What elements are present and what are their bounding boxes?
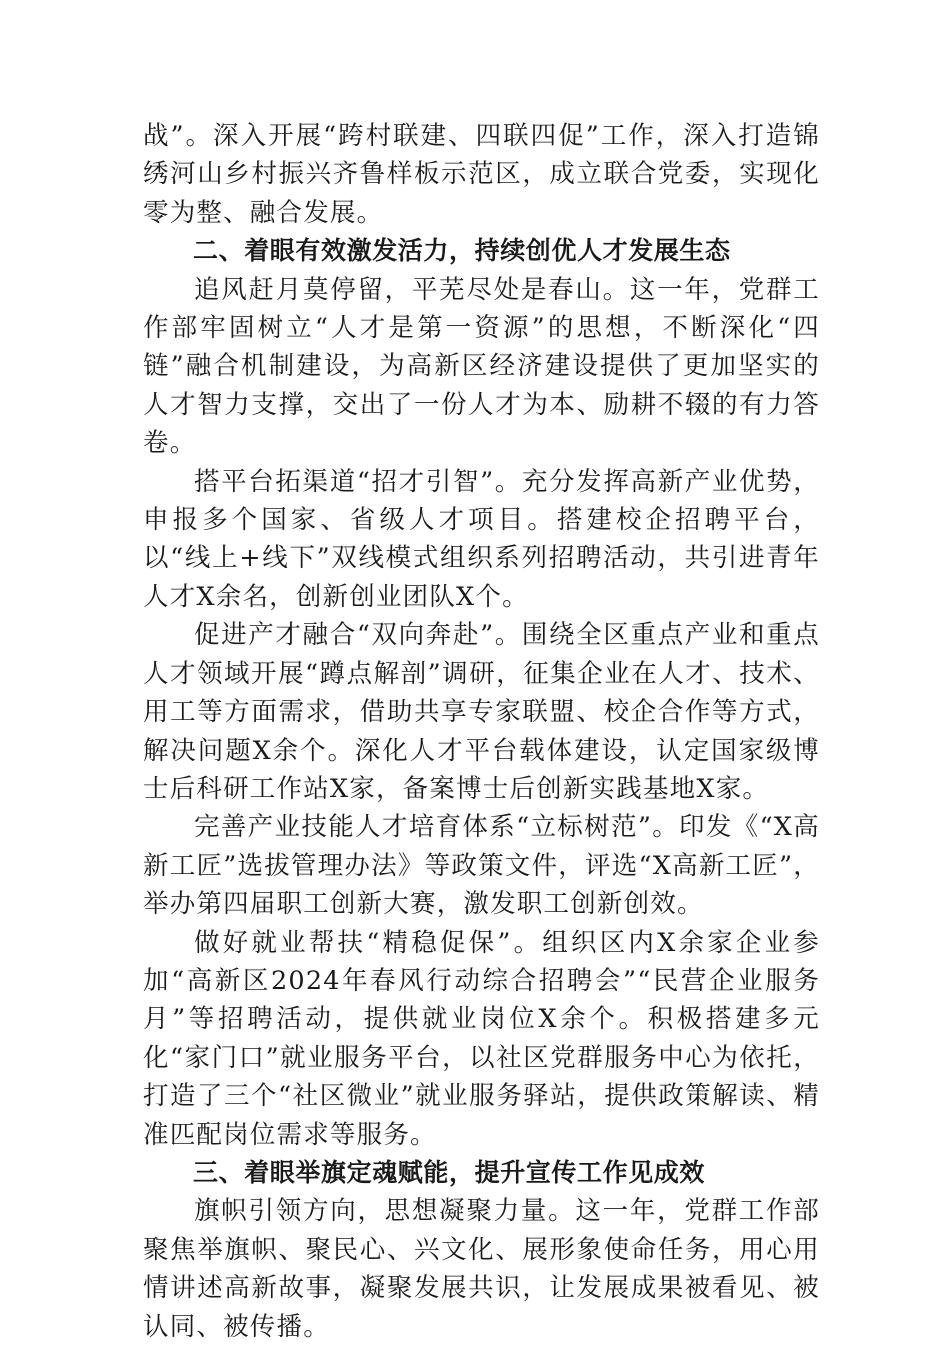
section-heading-three: 三、着眼举旗定魂赋能，提升宣传工作见成效: [193, 1157, 706, 1187]
paragraph-publicity-intro: 旗帜引领方向，思想凝聚力量。这一年，党群工作部聚焦举旗帜、聚民心、兴文化、展形象使命任务，用心用情讲述高新故事，凝聚发展共识，让发展成果被看见、被认同、被传播。: [143, 1196, 820, 1342]
paragraph-employment-support: 做好就业帮扶“精稳促保”。组织区内X余家企业参加“高新区2024年春风行动综合招聘会”“民营企业服务月”等招聘活动，提供就业岗位X余个。积极搭建多元化“家门口”就业服务平台，以社区党群服务中心为依托，打造了三个“社区微业”就业服务驿站，提供政策解读、精准匹配岗位需求等服务。: [143, 927, 820, 1150]
document-page: [143, 117, 820, 1346]
section-heading-two: 二、着眼有效激发活力，持续创优人才发展生态: [193, 236, 731, 266]
paragraph-industry-talent-integration: 促进产才融合“双向奔赴”。围绕全区重点产业和重点人才领域开展“蹲点解剖”调研，征集企业在人才、技术、用工等方面需求，借助共享专家联盟、校企合作等方式，解决问题X余个。深化人才平台载体建设，认定国家级博士后科研工作站X家，备案博士后创新实践基地X家。: [143, 620, 820, 804]
paragraph-talent-intro: 追风赶月莫停留，平芜尽处是春山。这一年，党群工作部牢固树立“人才是第一资源”的思想，不断深化“四链”融合机制建设，为高新区经济建设提供了更加坚实的人才智力支撑，交出了一份人才为本、励耕不辍的有力答卷。: [143, 274, 820, 459]
paragraph-skills-training: 完善产业技能人才培育体系“立标树范”。印发《“X高新工匠”选拔管理办法》等政策文件，评选“X高新工匠”，举办第四届职工创新大赛，激发职工创新创效。: [143, 812, 820, 920]
paragraph-continuation: 战”。深入开展“跨村联建、四联四促”工作，深入打造锦绣河山乡村振兴齐鲁样板示范区，成立联合党委，实现化零为整、融合发展。: [143, 121, 820, 228]
paragraph-talent-recruitment: 搭平台拓渠道“招才引智”。充分发挥高新产业优势，申报多个国家、省级人才项目。搭建校企招聘平台，以“线上+线下”双线模式组织系列招聘活动，共引进青年人才X余名，创新创业团队X个。: [143, 466, 820, 612]
